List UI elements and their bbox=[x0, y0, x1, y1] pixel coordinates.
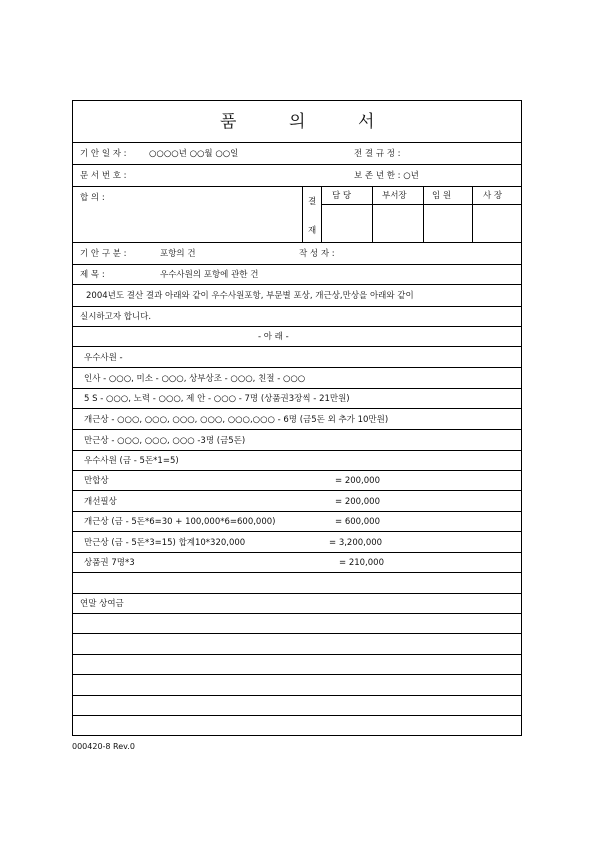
blank-row-4 bbox=[73, 655, 521, 675]
approval-divider bbox=[302, 187, 303, 242]
blank-row-5 bbox=[73, 675, 521, 696]
subject-value: 우수사원의 포항에 관한 건 bbox=[160, 270, 259, 280]
excellent-calc-row bbox=[73, 451, 521, 471]
list-line-1: 인사 - ○○○, 미소 - ○○○, 상부상조 - ○○○, 친절 - ○○○ bbox=[84, 374, 306, 384]
approval-col-manager: 부서장 bbox=[382, 191, 407, 201]
body-line-1: 2004년도 결산 결과 아래와 같이 우수사원포항, 부문별 포상, 개근상,만상을 아래와 같이 bbox=[86, 291, 414, 301]
approval-col-line-4 bbox=[472, 187, 473, 242]
amount-value-1: = 200,000 bbox=[335, 476, 380, 486]
title-char-3: 서 bbox=[358, 112, 375, 132]
draft-date-row bbox=[73, 143, 521, 165]
approval-col-staff: 담 당 bbox=[332, 191, 352, 201]
draft-type-value: 포항의 건 bbox=[160, 249, 196, 259]
amount-row-2 bbox=[73, 491, 521, 512]
title-row bbox=[73, 101, 521, 143]
amount-label-2: 개선필상 bbox=[84, 497, 117, 507]
approval-header-line bbox=[321, 204, 521, 205]
excellent-header-row bbox=[73, 347, 521, 368]
below-marker: - 아 래 - bbox=[258, 332, 289, 342]
amount-value-3: = 600,000 bbox=[335, 517, 380, 527]
approval-col-line-3 bbox=[423, 187, 424, 242]
title-char-1: 품 bbox=[220, 112, 237, 132]
agree-label: 합 의 : bbox=[80, 193, 105, 203]
amount-row-4 bbox=[73, 532, 521, 553]
amount-value-5: = 210,000 bbox=[339, 558, 384, 568]
body-row-2 bbox=[73, 307, 521, 327]
doc-number-label: 문 서 번 호 : bbox=[80, 171, 127, 181]
body-row-1 bbox=[73, 285, 521, 307]
list-row-2 bbox=[73, 389, 521, 409]
subject-row bbox=[73, 265, 521, 285]
below-marker-row bbox=[73, 327, 521, 347]
year-bonus-label: 연말 상여금 bbox=[80, 599, 124, 609]
list-line-3: 개근상 - ○○○, ○○○, ○○○, ○○○, ○○○,○○○ - 6명 (금5돈 외 추가 10만원) bbox=[84, 415, 389, 425]
draft-date-value: ○○○○년 ○○월 ○○일 bbox=[149, 149, 239, 159]
list-line-2: 5 S - ○○○, 노력 - ○○○, 제 안 - ○○○ - 7명 (상품권3장씩 - 21만원) bbox=[84, 394, 350, 404]
approval-col-executive: 임 원 bbox=[432, 191, 452, 201]
list-row-3 bbox=[73, 409, 521, 430]
approval-label-bottom: 재 bbox=[308, 226, 317, 236]
list-row-4 bbox=[73, 430, 521, 451]
amount-label-1: 만합상 bbox=[84, 476, 109, 486]
retention-label: 보 존 년 한 : ○년 bbox=[354, 171, 419, 181]
approval-col-line-1 bbox=[321, 187, 322, 242]
amount-row-1 bbox=[73, 471, 521, 491]
subject-label: 제 목 : bbox=[80, 270, 105, 280]
blank-row-1 bbox=[73, 573, 521, 594]
amount-label-5: 상품권 7명*3 bbox=[84, 558, 135, 568]
blank-row-2 bbox=[73, 614, 521, 634]
amount-value-2: = 200,000 bbox=[335, 497, 380, 507]
draft-type-label: 기 안 구 분 : bbox=[80, 249, 127, 259]
title-char-2: 의 bbox=[289, 112, 306, 132]
draft-type-row bbox=[73, 243, 521, 265]
blank-row-3 bbox=[73, 634, 521, 655]
excellent-calc: 우수사원 (금 - 5돈*1=5) bbox=[84, 456, 179, 466]
approval-col-line-2 bbox=[372, 187, 373, 242]
blank-row-6 bbox=[73, 696, 521, 716]
footer-code: 000420-8 Rev.0 bbox=[72, 742, 135, 751]
year-bonus-row bbox=[73, 594, 521, 614]
approval-label-top: 결 bbox=[308, 197, 317, 207]
excellent-header: 우수사원 - bbox=[84, 353, 123, 363]
auth-rule-label: 전 결 규 정 : bbox=[354, 149, 401, 159]
author-label: 작 성 자 : bbox=[299, 249, 335, 259]
amount-label-4: 만근상 (금 - 5돈*3=15) 합계10*320,000 bbox=[84, 538, 246, 548]
blank-row-7 bbox=[73, 716, 521, 735]
amount-row-3 bbox=[73, 512, 521, 532]
approval-col-president: 사 장 bbox=[483, 191, 503, 201]
amount-label-3: 개근상 (금 - 5돈*6=30 + 100,000*6=600,000) bbox=[84, 517, 276, 527]
amount-value-4: = 3,200,000 bbox=[329, 538, 383, 548]
approval-row bbox=[73, 187, 521, 243]
amount-row-5 bbox=[73, 553, 521, 573]
list-row-1 bbox=[73, 368, 521, 389]
list-line-4: 만근상 - ○○○, ○○○, ○○○ -3명 (금5돈) bbox=[84, 436, 246, 446]
doc-number-row bbox=[73, 165, 521, 187]
approval-form bbox=[72, 100, 522, 736]
draft-date-label: 기 안 일 자 : bbox=[80, 149, 127, 159]
body-line-2: 실시하고자 합니다. bbox=[80, 312, 152, 322]
